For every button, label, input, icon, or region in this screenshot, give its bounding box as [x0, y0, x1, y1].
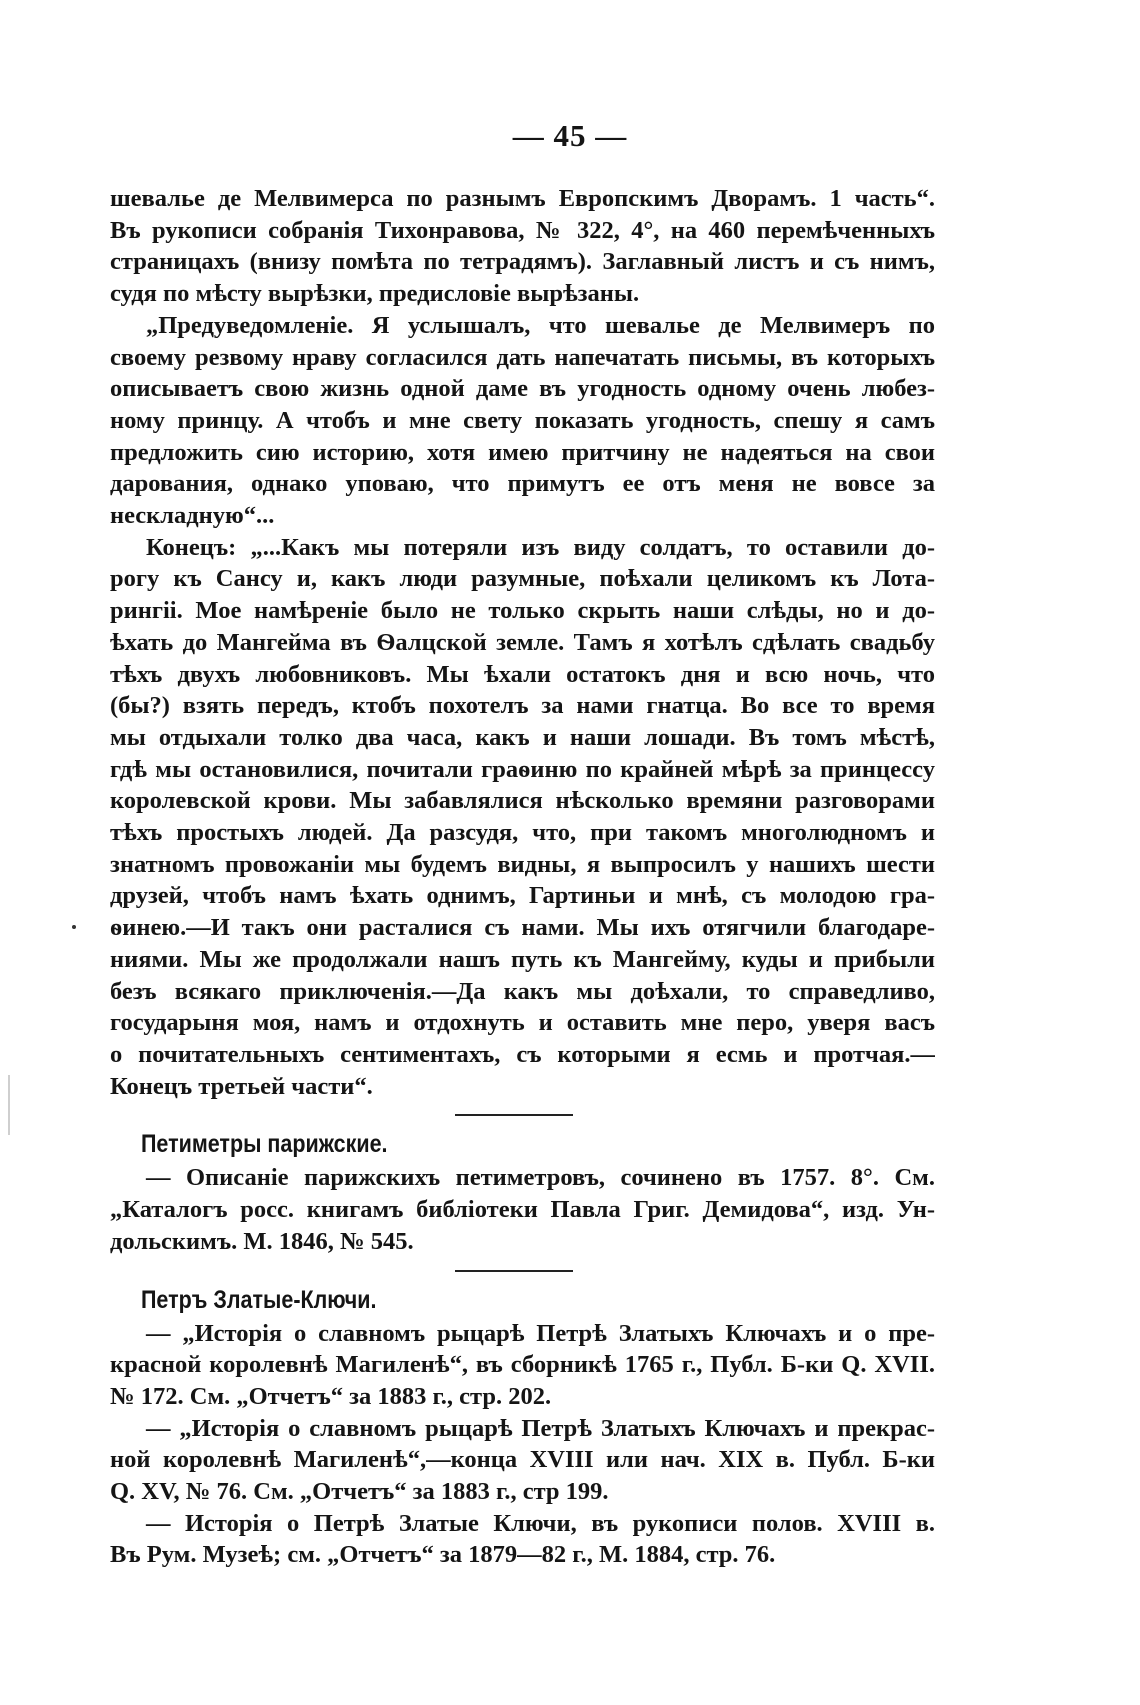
page-body [110, 183, 935, 1571]
margin-scan-mark [8, 1075, 10, 1135]
section-heading: Петиметры парижские. [140, 1130, 388, 1159]
text-line: Въ Рум. Музеѣ; см. „Отчетъ“ за 1879—82 г., М. 1884, стр. 76. [110, 1541, 776, 1569]
text-line: описываетъ свою жизнь одной даме въ угодность одному очень любез- [110, 375, 935, 403]
text-line: своему резвому нраву согласился дать напечатать письмы, въ которыхъ [110, 343, 935, 371]
bibliography-entry [110, 1413, 935, 1508]
text-line: ниями. Мы же продолжали нашъ путь къ Мангейму, куды и прибыли [110, 945, 935, 973]
text-line: — Описаніе парижскихъ петиметровъ, сочинено въ 1757. 8°. См. [146, 1164, 935, 1192]
text-line: ной королевнѣ Магиленѣ“,—конца XVIII или нач. XIX в. Публ. Б-ки [110, 1446, 935, 1474]
section-heading: Петръ Златые-Ключи. [140, 1285, 377, 1314]
bibliography-entry [110, 1318, 935, 1413]
text-line: судя по мѣсту вырѣзки, предисловіе вырѣзаны. [110, 280, 640, 308]
text-line: государыня моя, намъ и отдохнуть и оставить мне перо, уверя васъ [110, 1009, 935, 1037]
text-line: нескладную“... [110, 502, 275, 530]
text-line: Конецъ: „...Какъ мы потеряли изъ виду солдатъ, то оставили до- [146, 533, 935, 561]
text-line: рингіі. Мое намѣреніе было не только скрыть наши слѣды, но и до- [110, 597, 935, 625]
text-line: страницахъ (внизу помѣта по тетрадямъ). Заглавный листъ и съ нимъ, [110, 248, 935, 276]
text-line: тѣхъ простыхъ людей. Да разсудя, что, при такомъ многолюдномъ и [110, 819, 935, 847]
text-line: о почитательныхъ сентиментахъ, съ которыми я есмь и протчая.— [110, 1040, 935, 1068]
bibliography-entry [110, 1508, 935, 1571]
section-petr [110, 1282, 935, 1572]
text-line: красной королевнѣ Магиленѣ“, въ сборникѣ 1765 г., Публ. Б-ки Q. XVII. [110, 1351, 935, 1379]
text-line: безъ всякаго приключенія.—Да какъ мы доѣхали, то справедливо, [110, 977, 935, 1005]
text-line: друзей, чтобъ намъ ѣхать однимъ, Гартиньи и мнѣ, съ молодою гра- [110, 882, 935, 910]
preface-paragraph [110, 310, 935, 532]
text-line: дарования, однако уповаю, что примутъ ее отъ меня не вовсе за [110, 470, 935, 498]
text-line: Q. XV, № 76. См. „Отчетъ“ за 1883 г., стр 199. [110, 1478, 609, 1506]
text-line: — „Исторія о славномъ рыцарѣ Петрѣ Златыхъ Ключахъ и прекрас- [146, 1414, 935, 1442]
text-line: мы отдыхали толко два часа, какъ и наши лошади. Въ томъ мѣстѣ, [110, 723, 935, 751]
text-line: „Каталогъ росс. книгамъ библіотеки Павла Григ. Демидова“, изд. Ун- [110, 1196, 935, 1224]
section-divider [455, 1270, 573, 1272]
text-line: ному принцу. А чтобъ и мне свету показать угодность, спешу я самъ [110, 406, 935, 434]
text-line: знатномъ провожаніи мы будемъ видны, я выпросилъ у нашихъ шести [110, 850, 935, 878]
text-line: дольскимъ. М. 1846, № 545. [110, 1227, 414, 1255]
text-line: ѳинею.—И такъ они расталися съ нами. Мы ихъ отягчили благодаре- [110, 914, 935, 942]
text-line: „Предуведомленіе. Я услышалъ, что шевалье де Мелвимеръ по [146, 311, 935, 339]
text-line: королевской крови. Мы забавлялися нѣсколько времяни разговорами [110, 787, 935, 815]
text-line: — Исторія о Петрѣ Златые Ключи, въ рукописи полов. XVIII в. [146, 1509, 935, 1537]
text-line: предложить сию историю, хотя имею притчину не надеяться на свои [110, 438, 935, 466]
text-line: рогу къ Сансу и, какъ люди разумные, поѣхали целикомъ къ Лота- [110, 565, 935, 593]
text-line: — „Исторія о славномъ рыцарѣ Петрѣ Златыхъ Ключахъ и о пре- [146, 1319, 935, 1347]
ending-paragraph [110, 532, 935, 1103]
text-line: (бы?) взять передъ, ктобъ похотелъ за нами гнатца. Во все то время [110, 692, 935, 720]
page-number: — 45 — [512, 118, 628, 153]
text-line: шевалье де Мелвимерса по разнымъ Европскимъ Дворамъ. 1 часть“. [110, 185, 935, 212]
text-line: тѣхъ двухъ любовниковъ. Мы ѣхали остатокъ дня и всю ночь, что [110, 660, 935, 688]
text-line: Въ рукописи собранія Тихонравова, № 322, 4°, на 460 перемѣченныхъ [110, 216, 935, 244]
text-line: Конецъ третьей части“. [110, 1072, 373, 1100]
section-divider [455, 1114, 573, 1116]
section-petimetry [110, 1126, 935, 1257]
text-line: № 172. См. „Отчетъ“ за 1883 г., стр. 202. [110, 1382, 552, 1410]
intro-paragraph [110, 183, 935, 310]
text-line: гдѣ мы остановилися, почитали граѳиню по крайней мѣрѣ за принцессу [110, 755, 935, 783]
text-line: ѣхать до Мангейма въ Ѳалцской земле. Тамъ я хотѣлъ сдѣлать свадьбу [110, 628, 935, 656]
ink-dot [72, 925, 76, 929]
